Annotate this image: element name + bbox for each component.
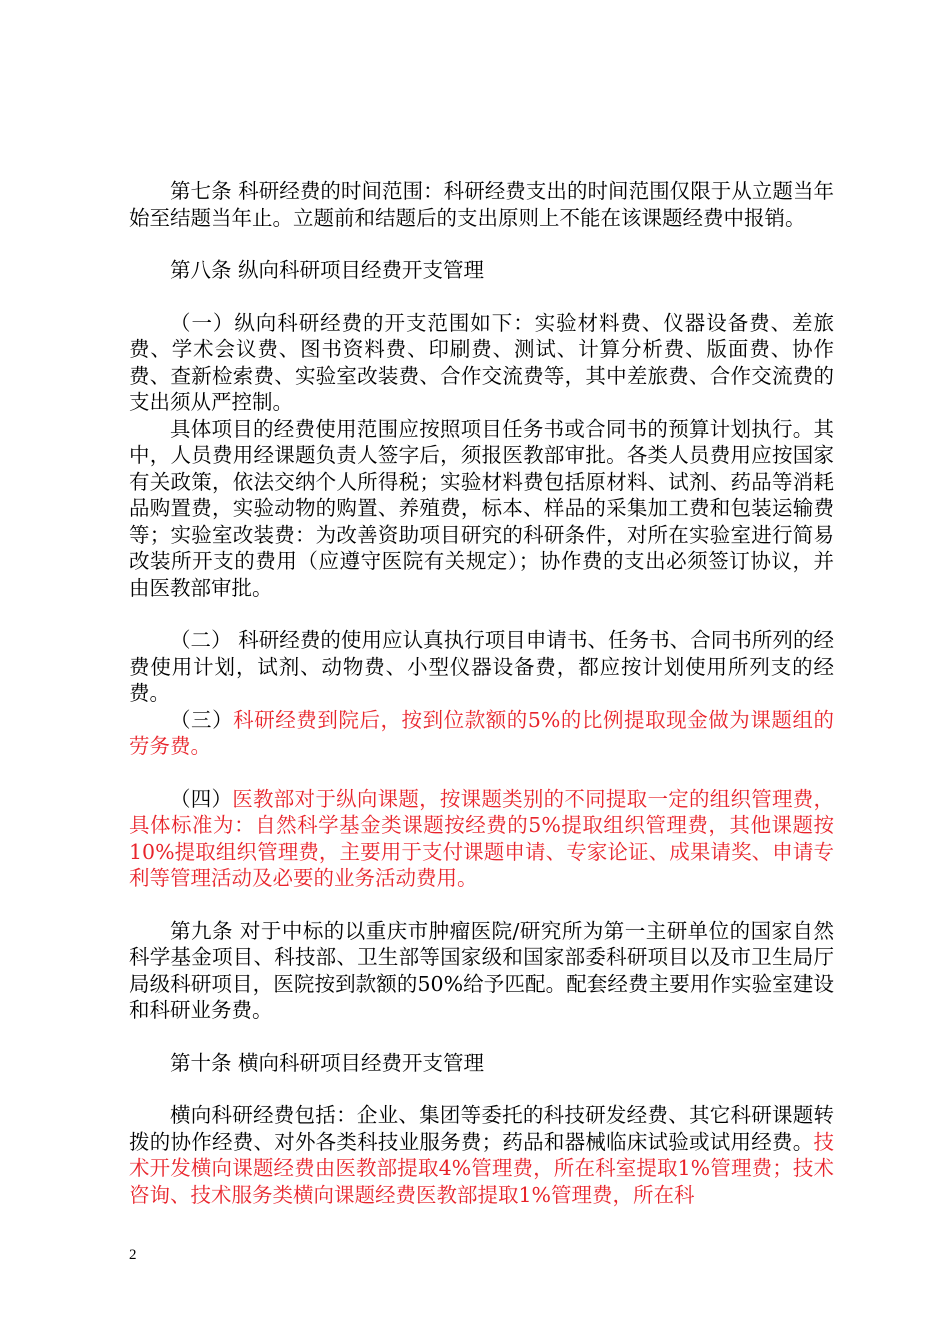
article-10-highlight-text: 技术开发横向课题经费由医教部提取4%管理费，所在科室提取1%管理费；技术咨询、技术服务类横向课题经费医教部提取1%管理费，所在科 (129, 1129, 834, 1207)
article-8-item-1-detail: 具体项目的经费使用范围应按照项目任务书或合同书的预算计划执行。其中，人员费用经课题负责人签字后，须报医教部审批。各类人员费用应按国家有关政策，依法交纳个人所得税；实验材料费包括原材料、试剂、药品等消耗品购置费，实验动物的购置、养殖费，标本、样品的采集加工费和包装运输费等；实验室改装费：为改善资助项目研究的科研条件，对所在实验室进行简易改装所开支的费用（应遵守医院有关规定）；协作费的支出必须签订协议，并由医教部审批。 (129, 416, 834, 600)
item-3-prefix: （三） (170, 707, 234, 732)
page-number: 2 (129, 1247, 137, 1263)
article-8-item-4 (129, 786, 834, 892)
item-4-highlight-text: 医教部对于纵向课题，按课题类别的不同提取一定的组织管理费，具体标准为：自然科学基金类课题按经费的5%提取组织管理费，其他课题按10%提取组织管理费，主要用于支付课题申请、专家论证、成果请奖、申请专利等管理活动及必要的业务活动费用。 (129, 786, 835, 890)
article-10-heading: 第十条 横向科研项目经费开支管理 (170, 1050, 485, 1075)
article-9-paragraph: 第九条 对于中标的以重庆市肿瘤医院/研究所为第一主研单位的国家自然科学基金项目、科技部、卫生部等国家级和国家部委科研项目以及市卫生局厅局级科研项目，医院按到款额的50%给予匹配。配套经费主要用作实验室建设和科研业务费。 (129, 918, 834, 1022)
item-4-prefix: （四） (170, 786, 233, 811)
article-8-heading: 第八条 纵向科研项目经费开支管理 (170, 258, 485, 282)
article-8-item-3 (129, 707, 834, 760)
article-10-paragraph (129, 1102, 834, 1208)
item-3-highlight-text: 科研经费到院后，按到位款额的5%的比例提取现金做为课题组的劳务费。 (129, 707, 834, 758)
article-7-paragraph: 第七条 科研经费的时间范围：科研经费支出的时间范围仅限于从立题当年始至结题当年止。立题前和结题后的支出原则上不能在该课题经费中报销。 (129, 179, 834, 230)
article-8-item-2: （二） 科研经费的使用应认真执行项目申请书、任务书、合同书所列的经费使用计划，试剂、动物费、小型仪器设备费，都应按计划使用所列支的经费。 (129, 628, 834, 705)
article-10-text: 横向科研经费包括：企业、集团等委托的科技研发经费、其它科研课题转拨的协作经费、对外各类科技业服务费；药品和器械临床试验或试用经费。 (129, 1103, 834, 1154)
article-8-item-1: （一）纵向科研经费的开支范围如下：实验材料费、仪器设备费、差旅费、学术会议费、图书资料费、印刷费、测试、计算分析费、版面费、协作费、查新检索费、实验室改装费、合作交流费等，其中差旅费、合作交流费的支出须从严控制。 (129, 310, 834, 414)
document-body (129, 178, 834, 1208)
